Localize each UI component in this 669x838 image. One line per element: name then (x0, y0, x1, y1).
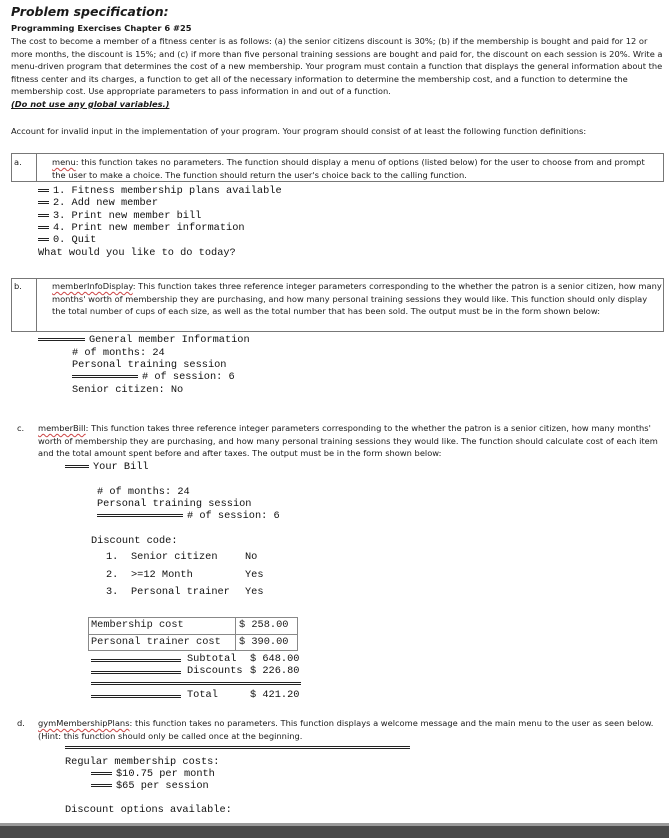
per-month-cost: $10.75 per month (91, 768, 215, 781)
per-session-cost: $65 per session (91, 780, 209, 793)
bill-sessions: # of session: 6 (97, 510, 280, 523)
plans-fn-desc: : this function takes no parameters. This function displays a welcome message and the main menu to the user as seen below. (Hint: this function should only be called once at the beginning. (38, 718, 654, 741)
info-senior: Senior citizen: No (72, 384, 184, 396)
section-c-marker: c. (17, 423, 25, 433)
discount-row-3-label: Personal trainer (131, 586, 230, 598)
menu-fn-name: menu (52, 157, 76, 167)
regular-costs-label: Regular membership costs: (65, 756, 220, 768)
membership-cost-label: Membership cost (91, 619, 184, 631)
section-a-divider (36, 153, 37, 182)
subtotal-bar (91, 659, 181, 662)
discount-row-1-num: 1. (106, 551, 119, 563)
total-label: Total (187, 689, 218, 701)
total-value: $ 421.20 (250, 689, 300, 701)
bottom-page-edge (0, 823, 669, 838)
menu-option-2: 2. Add new member (38, 197, 158, 210)
discount-row-2-num: 2. (106, 569, 119, 581)
bill-header: Your Bill (65, 461, 149, 474)
memberinfo-fn-desc: : This function takes three reference integer parameters corresponding to the whether the patron is a senior citizen, how many months' worth of membership they are purchasing, and how many personal training sessions they would like. This function should only display the total number of cups of each size, as well as the total number that has been sold. The output must be in the form shown below: (52, 281, 662, 316)
total-divider (91, 682, 301, 685)
section-b-marker: b. (14, 281, 22, 291)
menu-option-4: 4. Print new member information (38, 222, 245, 235)
memberbill-fn-desc: : This function takes three reference integer parameters corresponding to the whether the patron is a senior citizen, how many months' worth of membership they are purchasing, and how many personal training sessions they would like. The function should calculate cost of each item and the total amount spent before and after taxes. The output must be in the form shown below: (38, 423, 658, 458)
menu-fn-desc: : this function takes no parameters. The function should display a menu of options (listed below) for the user to choose from and prompt the user to make a choice. The function should return the user's choice back to the calling function. (52, 157, 645, 180)
discount-code-label: Discount code: (91, 535, 178, 547)
section-d-marker: d. (17, 718, 25, 728)
info-sessions: # of session: 6 (72, 371, 235, 384)
membership-cost-value: $ 258.00 (239, 619, 289, 631)
section-b-divider (36, 278, 37, 332)
welcome-banner-bar (65, 746, 410, 749)
no-globals-note: (Do not use any global variables.) (11, 99, 170, 109)
info-header: General member Information (38, 334, 250, 347)
section-b-text (52, 280, 662, 318)
trainer-cost-label: Personal trainer cost (91, 636, 221, 648)
section-c-text (38, 422, 664, 460)
bill-months: # of months: 24 (97, 486, 190, 498)
section-d-text (38, 717, 664, 742)
discounts-value: $ 226.80 (250, 665, 300, 677)
trainer-cost-value: $ 390.00 (239, 636, 289, 648)
memberbill-fn-name: memberBill (38, 423, 86, 433)
info-training: Personal training session (72, 359, 227, 371)
intro-paragraph: The cost to become a member of a fitness center is as follows: (a) the senior citizens discount is 30%; (b) if the membership is bought and paid for 12 or more months, the discount is 15%; and (c) if more than five personal training sessions are bought and paid for, the discount on each session is 20%. Write a menu-driven program that determines the cost of a new membership. Your program must contain a function that displays the general information about the fitness center and its charges, a function to get all of the necessary information to determine the membership cost, and a function to determine the membership cost. Use appropriate parameters to pass information in and out of a function. (11, 36, 663, 96)
discount-row-3-value: Yes (245, 586, 264, 598)
discounts-label: Discounts (187, 665, 243, 677)
discounts-bar (91, 671, 181, 674)
page-subtitle: Programming Exercises Chapter 6 #25 (11, 23, 192, 33)
subtotal-value: $ 648.00 (250, 653, 300, 665)
discount-row-1-label: Senior citizen (131, 551, 218, 563)
menu-option-3: 3. Print new member bill (38, 210, 201, 223)
menu-option-0: 0. Quit (38, 234, 96, 247)
menu-option-1: 1. Fitness membership plans available (38, 185, 282, 198)
discount-options-label: Discount options available: (65, 804, 232, 816)
discount-row-1-value: No (245, 551, 258, 563)
discount-row-2-label: >=12 Month (131, 569, 193, 581)
memberinfo-fn-name: memberInfoDisplay (52, 281, 133, 291)
bill-training: Personal training session (97, 498, 252, 510)
discount-row-3-num: 3. (106, 586, 119, 598)
section-a-text (52, 156, 658, 181)
total-bar (91, 695, 181, 698)
section-a-marker: a. (14, 157, 22, 167)
discount-row-2-value: Yes (245, 569, 264, 581)
page-title: Problem specification: (11, 4, 169, 19)
menu-prompt: What would you like to do today? (38, 247, 236, 259)
info-months: # of months: 24 (72, 347, 165, 359)
account-note: Account for invalid input in the implementation of your program. Your program should consist of at least the following function definitions: (11, 126, 587, 136)
subtotal-label: Subtotal (187, 653, 237, 665)
plans-fn-name: gymMembershipPlans (38, 718, 130, 728)
